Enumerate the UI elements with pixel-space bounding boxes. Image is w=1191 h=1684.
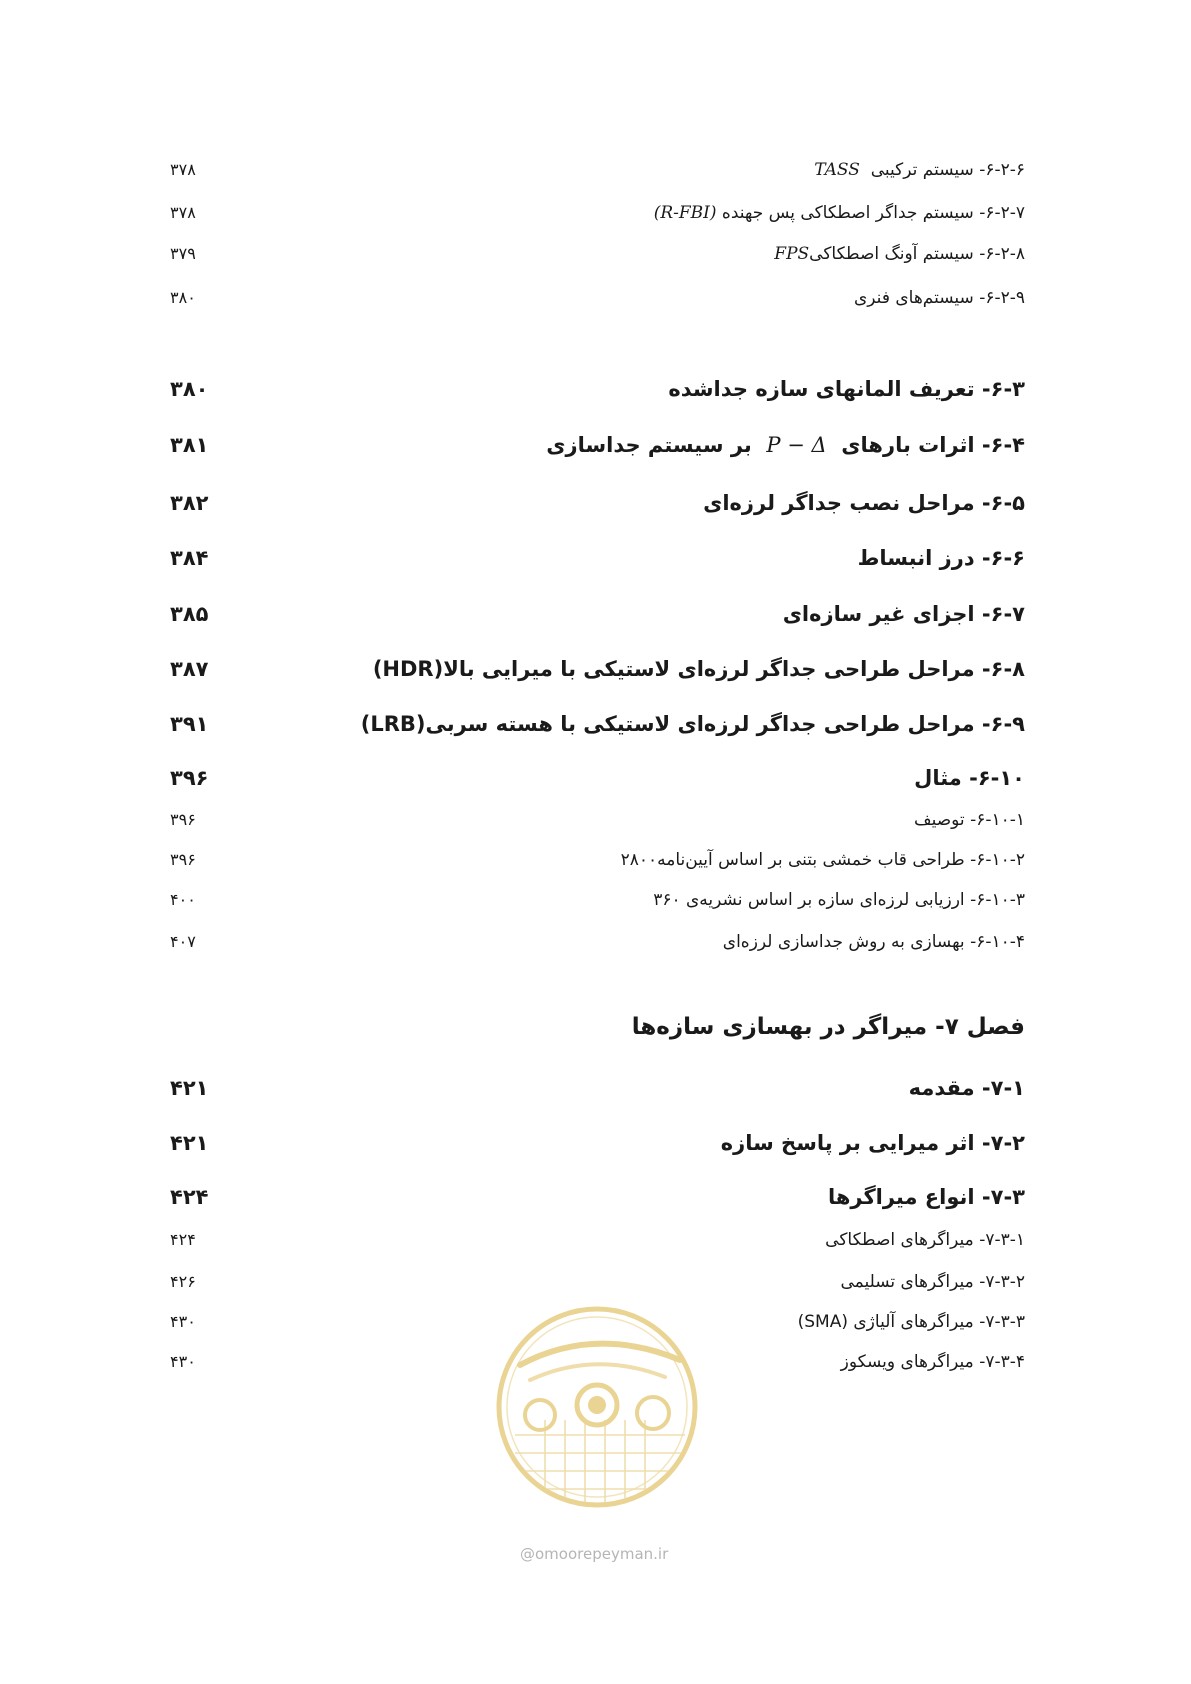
- page-number: ۳۷۹: [170, 244, 196, 263]
- page-number: ۳۸۴: [170, 546, 209, 570]
- toc-entry-6-7[interactable]: [170, 602, 1025, 626]
- toc-entry-7-3[interactable]: [170, 1185, 1025, 1209]
- entry-text: اثر میرایی بر پاسخ سازه: [720, 1131, 975, 1155]
- page-number: ۳۸۱: [170, 433, 209, 457]
- entry-number: ۶-۲-۹-: [979, 288, 1025, 308]
- page-number: ۴۲۴: [170, 1185, 209, 1209]
- entry-number: ۷-۳-۳-: [979, 1312, 1025, 1332]
- entry-text: میراگرهای ویسکوز: [840, 1352, 974, 1372]
- watermark-logo: [495, 1305, 700, 1510]
- toc-entry-6-10-2[interactable]: [170, 850, 1025, 870]
- entry-title: [914, 766, 1025, 790]
- page-number: ۳۷۸: [170, 160, 196, 179]
- entry-text: مقدمه: [908, 1076, 975, 1100]
- entry-text: میراگرهای اصطکاکی: [825, 1230, 974, 1250]
- page-number: ۳۸۲: [170, 491, 209, 515]
- entry-title: [723, 932, 1025, 952]
- entry-text: سیستم جداگر اصطکاکی پس جهنده: [721, 203, 974, 223]
- entry-text: درز انبساط: [857, 546, 975, 570]
- toc-entry-7-2[interactable]: [170, 1131, 1025, 1155]
- entry-text: مراحل طراحی جداگر لرزه‌ای لاستیکی با میرایی بالا(HDR): [372, 657, 975, 681]
- entry-number: ۶-۹-: [981, 712, 1025, 736]
- entry-title: [774, 244, 1025, 264]
- entry-number: ۷-۳-۴-: [979, 1352, 1025, 1372]
- entry-text-after: بر سیستم جداسازی: [546, 433, 752, 457]
- entry-title: [914, 810, 1025, 830]
- entry-number: ۶-۶-: [981, 546, 1025, 570]
- entry-text: سیستم آونگ اصطکاکی: [809, 244, 974, 264]
- entry-latin: FPS: [774, 244, 810, 264]
- entry-title: [654, 203, 1025, 223]
- toc-entry-6-10-4[interactable]: [170, 932, 1025, 952]
- toc-entry-6-4[interactable]: [170, 433, 1025, 457]
- entry-number: ۶-۱۰-: [969, 766, 1025, 790]
- entry-number: ۶-۷-: [981, 602, 1025, 626]
- page-number: ۴۰۰: [170, 890, 196, 909]
- watermark-seal-icon: [495, 1305, 700, 1510]
- entry-number: ۶-۴-: [981, 433, 1025, 457]
- entry-title: [546, 433, 1025, 457]
- entry-number: ۶-۱۰-۴-: [970, 932, 1025, 952]
- entry-number: ۷-۱-: [981, 1076, 1025, 1100]
- entry-text: مثال: [914, 766, 962, 790]
- page-number: ۳۸۰: [170, 377, 209, 401]
- page-number: ۴۰۷: [170, 932, 196, 951]
- entry-number: ۷-۳-۲-: [979, 1272, 1025, 1292]
- page-number: ۴۲۴: [170, 1230, 196, 1249]
- page-number: ۳۸۷: [170, 657, 209, 681]
- entry-title: [783, 602, 1025, 626]
- chapter-heading[interactable]: فصل ۷- میراگر در بهسازی سازه‌ها: [631, 1014, 1025, 1040]
- entry-latin: (R-FBI): [653, 203, 717, 223]
- toc-entry-7-1[interactable]: [170, 1076, 1025, 1100]
- toc-entry-6-6[interactable]: [170, 546, 1025, 570]
- entry-text: ارزیابی لرزه‌ای سازه بر اساس نشریه‌ی ۳۶۰: [653, 890, 965, 910]
- entry-title: [373, 657, 1025, 681]
- entry-text: میراگرهای آلیاژی (SMA): [797, 1312, 974, 1332]
- entry-text: سیستم‌های فنری: [854, 288, 974, 308]
- entry-text: توصیف: [913, 810, 965, 830]
- page-number: ۳۹۶: [170, 810, 196, 829]
- entry-text: اجزای غیر سازه‌ای: [782, 602, 975, 626]
- toc-entry-6-3[interactable]: [170, 377, 1025, 401]
- page-number: ۴۲۶: [170, 1272, 196, 1291]
- page-number: ۴۲۱: [170, 1076, 209, 1100]
- toc-entry-6-10[interactable]: [170, 766, 1025, 790]
- toc-entry-6-10-1[interactable]: [170, 810, 1025, 830]
- entry-text: تعریف المانهای سازه جداشده: [668, 377, 975, 401]
- entry-title: [909, 1076, 1025, 1100]
- entry-title: [621, 850, 1025, 870]
- entry-text: مراحل نصب جداگر لرزه‌ای: [703, 491, 975, 515]
- entry-title: [703, 491, 1025, 515]
- page-number: ۳۷۸: [170, 203, 196, 222]
- entry-number: ۶-۱۰-۲-: [970, 850, 1025, 870]
- toc-entry-6-2-7[interactable]: [170, 203, 1025, 223]
- entry-title: [668, 377, 1025, 401]
- page-number: ۳۸۵: [170, 602, 209, 626]
- page-number: ۳۹۱: [170, 712, 209, 736]
- entry-number: ۷-۲-: [981, 1131, 1025, 1155]
- entry-number: ۶-۳-: [981, 377, 1025, 401]
- entry-text: میراگرهای تسلیمی: [840, 1272, 974, 1292]
- toc-entry-7-3-2[interactable]: [170, 1272, 1025, 1292]
- entry-title: [854, 288, 1025, 308]
- toc-entry-6-9[interactable]: [170, 712, 1025, 736]
- p-delta-symbol: P − Δ: [766, 433, 827, 457]
- toc-entry-6-2-9[interactable]: [170, 288, 1025, 308]
- entry-text: انواع میراگرها: [827, 1185, 975, 1209]
- page-number: ۳۹۶: [170, 766, 209, 790]
- entry-number: ۶-۲-۶-: [979, 160, 1025, 180]
- entry-number: ۶-۸-: [981, 657, 1025, 681]
- entry-text: بهسازی به روش جداسازی لرزه‌ای: [722, 932, 965, 952]
- page-number: ۴۳۰: [170, 1352, 196, 1371]
- entry-title: [858, 546, 1025, 570]
- entry-title: [825, 1230, 1025, 1250]
- entry-title: [721, 1131, 1025, 1155]
- entry-title: [840, 1272, 1025, 1292]
- entry-title: [814, 160, 1025, 180]
- entry-text-before: اثرات بارهای: [841, 433, 975, 457]
- page-number: ۳۸۰: [170, 288, 196, 307]
- toc-entry-7-3-1[interactable]: [170, 1230, 1025, 1250]
- entry-latin: TASS: [814, 160, 860, 180]
- toc-entry-6-2-8[interactable]: [170, 244, 1025, 264]
- entry-number: ۶-۱۰-۱-: [970, 810, 1025, 830]
- page-number: ۳۹۶: [170, 850, 196, 869]
- entry-title: [798, 1312, 1025, 1332]
- entry-title: [361, 712, 1025, 736]
- toc-entry-6-10-3[interactable]: [170, 890, 1025, 910]
- entry-number: ۶-۵-: [981, 491, 1025, 515]
- entry-text: مراحل طراحی جداگر لرزه‌ای لاستیکی با هسته سربی(LRB): [360, 712, 975, 736]
- entry-title: [653, 890, 1025, 910]
- entry-number: ۶-۲-۸-: [979, 244, 1025, 264]
- toc-entry-6-2-6[interactable]: [170, 160, 1025, 180]
- entry-number: ۷-۳-: [981, 1185, 1025, 1209]
- entry-number: ۷-۳-۱-: [979, 1230, 1025, 1250]
- watermark-url: @omoorepeyman.ir: [520, 1545, 669, 1563]
- entry-title: [828, 1185, 1025, 1209]
- entry-text: طراحی قاب خمشی بتنی بر اساس آیین‌نامه۲۸۰۰: [620, 850, 965, 870]
- page-number: ۴۳۰: [170, 1312, 196, 1331]
- entry-number: ۶-۱۰-۳-: [970, 890, 1025, 910]
- entry-number: ۶-۲-۷-: [979, 203, 1025, 223]
- toc-entry-6-8[interactable]: [170, 657, 1025, 681]
- page-number: ۴۲۱: [170, 1131, 209, 1155]
- entry-text: سیستم ترکیبی: [870, 160, 974, 180]
- toc-entry-6-5[interactable]: [170, 491, 1025, 515]
- entry-title: [841, 1352, 1025, 1372]
